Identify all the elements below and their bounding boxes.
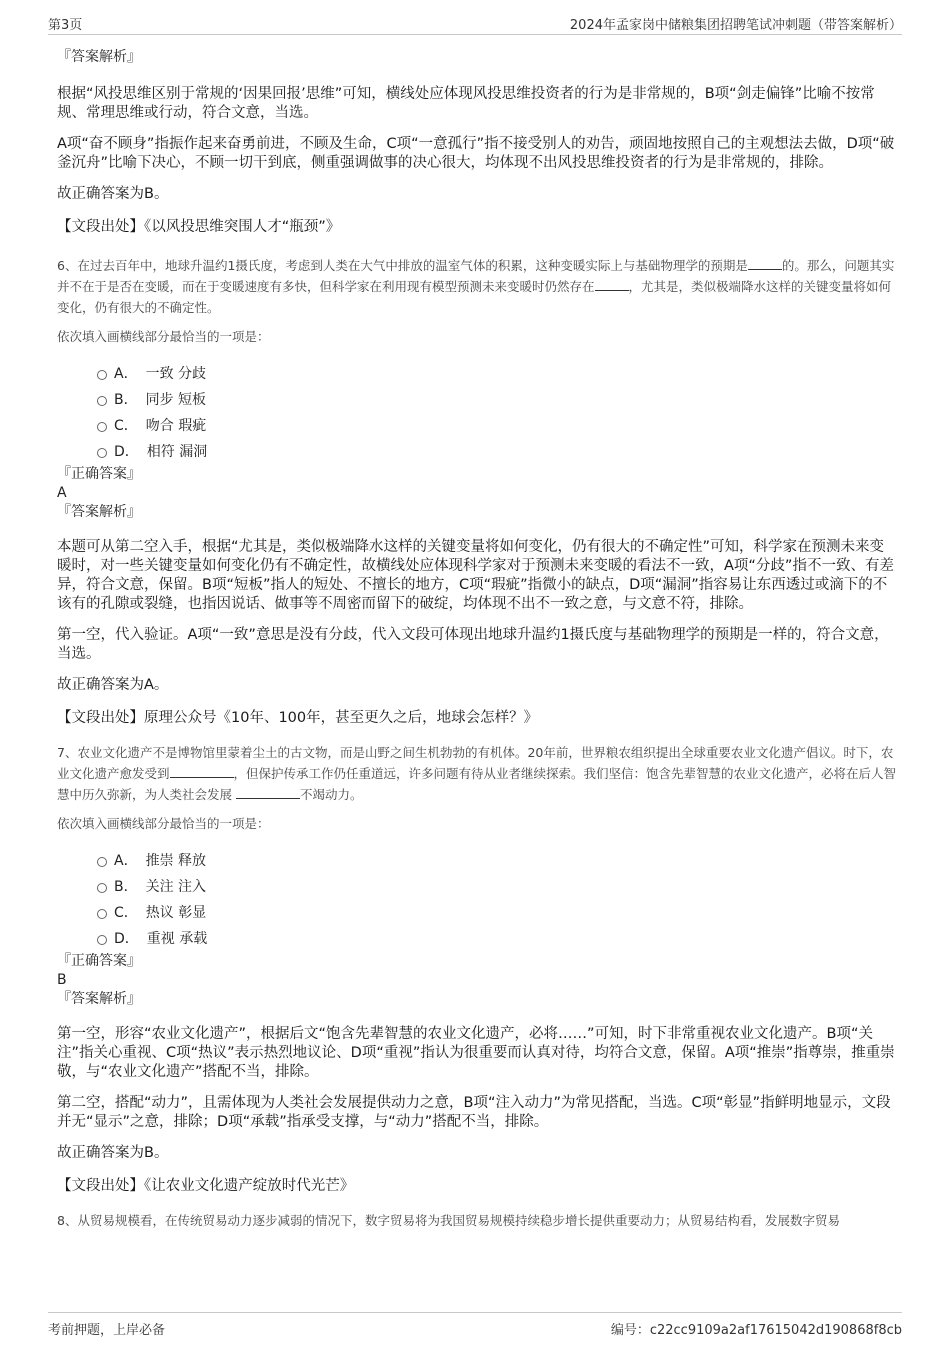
analysis-paragraph: A项“奋不顾身”指振作起来奋勇前进，不顾及生命，C项“一意孤行”指不接受别人的劝告，顽固地按照自己的主观想法去做，D项“破釜沉舟”比喻下决心，不顾一切干到底，侧重强调做事的决心很大，均体现不出风投思维投资者的行为是非常规的，排除。: [57, 136, 895, 171]
question-text: ，但保护传承工作仍任重道远，许多问题有待从业者继续探索。我们坚信：饱含先辈智慧的农业文化遗产，必将在后人智慧中历久弥新，为人类社会发展: [57, 766, 897, 802]
analysis-label: 『答案解析』: [57, 991, 141, 1007]
page-content: [57, 42, 897, 1231]
option-a[interactable]: A． 推崇 释放: [57, 848, 897, 874]
question-text: 7、农业文化遗产不是博物馆里蒙着尘土的古文物，而是山野之间生机勃勃的有机体。20年前，世界粮农组织提出全球重要农业文化遗产倡议。时下，农业文化遗产愈发受到: [57, 745, 894, 781]
document-title: 2024年孟家岗中储粮集团招聘笔试冲刺题（带答案解析）: [569, 18, 902, 33]
radio-icon[interactable]: [97, 396, 107, 406]
radio-icon[interactable]: [97, 422, 107, 432]
option-c[interactable]: C． 吻合 瑕疵: [57, 413, 897, 439]
question-text: ，尤其是，类似极端降水这样的关键变量将如何变化，仍有很大的不确定性。: [57, 279, 892, 315]
radio-icon[interactable]: [97, 935, 107, 945]
option-c[interactable]: C． 热议 彰显: [57, 900, 897, 926]
correct-answer: B: [57, 972, 67, 988]
question-stem: 8、从贸易规模看，在传统贸易动力逐步减弱的情况下，数字贸易将为我国贸易规模持续稳步增长提供重要动力；从贸易结构看，发展数字贸易: [57, 1213, 840, 1228]
options-list: [57, 848, 897, 952]
passage-source: 【文段出处】《让农业文化遗产绽放时代光芒》: [57, 1178, 355, 1194]
question-7: [57, 742, 897, 1196]
question-text: 6、在过去百年中，地球升温约1摄氏度，考虑到人类在大气中排放的温室气体的积累，这种变暖实际上与基础物理学的预期是: [57, 258, 748, 273]
radio-icon[interactable]: [97, 448, 107, 458]
passage-source: 【文段出处】《以风投思维突围人才“瓶颈”》: [57, 219, 341, 235]
analysis-paragraph: 第一空，代入验证。A项“一致”意思是没有分歧，代入文段可体现出地球升温约1摄氏度与基础物理学的预期是一样的，符合文意，当选。: [57, 627, 889, 662]
analysis-paragraph: 本题可从第二空入手，根据“尤其是，类似极端降水这样的关键变量将如何变化，仍有很大的不确定性”可知，科学家在预测未来变暖时，对一些关键变量如何变化仍有不确定性，故横线处应体现科学家对于预测未来变暖的看法不一致，A项“分歧”指不一致、有差异，符合文意，保留。B项“短板”指人的短处、不擅长的地方，C项“瑕疵”指微小的缺点，D项“漏洞”指容易让东西透过或滴下的不该有的孔隙或裂缝，也指因说话、做事等不周密而留下的破绽，均体现不出不一致之意，与文意不符，排除。: [57, 539, 894, 612]
option-a[interactable]: A． 一致 分歧: [57, 361, 897, 387]
fill-blank: [236, 784, 300, 799]
analysis-paragraph: 根据“风投思维区别于常规的‘因果回报’思维”可知，横线处应体现风投思维投资者的行为是非常规的，B项“剑走偏锋”比喻不按常规、常理思维或行动，符合文意，当选。: [57, 86, 875, 121]
question-prompt: 依次填入画横线部分最恰当的一项是：: [57, 816, 270, 831]
question-stem: [57, 255, 897, 318]
page-number: 第3页: [48, 18, 83, 33]
radio-icon[interactable]: [97, 857, 107, 867]
analysis-paragraph: 第二空，搭配“动力”，且需体现为人类社会发展提供动力之意，B项“注入动力”为常见搭配，当选。C项“彰显”指鲜明地显示，文段并无“显示”之意，排除；D项“承载”指承受支撑，与“动力”搭配不当，排除。: [57, 1095, 891, 1130]
answer-conclusion: 故正确答案为B。: [57, 1145, 169, 1161]
question-stem: [57, 742, 897, 805]
answer-label: 『正确答案』: [57, 466, 141, 482]
question-text: 不竭动力。: [300, 787, 363, 802]
correct-answer: A: [57, 485, 67, 501]
answer-conclusion: 故正确答案为A。: [57, 677, 169, 693]
analysis-label: 『答案解析』: [57, 504, 141, 520]
radio-icon[interactable]: [97, 883, 107, 893]
radio-icon[interactable]: [97, 370, 107, 380]
option-d[interactable]: D． 相符 漏洞: [57, 439, 897, 465]
option-b[interactable]: B． 关注 注入: [57, 874, 897, 900]
page-header: [48, 12, 902, 35]
question-prompt: 依次填入画横线部分最恰当的一项是：: [57, 329, 270, 344]
question-text: 的。那么，问题其实并不在于是否在变暖，而在于变暖速度有多快，但科学家在利用现有模型预测未来变暖时仍然存在: [57, 258, 895, 294]
analysis-label: 『答案解析』: [57, 49, 141, 65]
options-list: [57, 361, 897, 465]
option-d[interactable]: D． 重视 承载: [57, 926, 897, 952]
answer-label: 『正确答案』: [57, 953, 141, 969]
analysis-paragraph: 第一空，形容“农业文化遗产”，根据后文“饱含先辈智慧的农业文化遗产，必将……”可知，时下非常重视农业文化遗产。B项“关注”指关心重视、C项“热议”表示热烈地议论、D项“重视”指认为很重要而认真对待，均符合文意，保留。A项“推崇”指尊崇，推重崇敬，与“农业文化遗产”搭配不当，排除。: [57, 1026, 895, 1080]
question-6: [57, 255, 897, 728]
document-serial: 编号：c22cc9109a2af17615042d190868f8cb: [610, 1323, 902, 1338]
question-8: [57, 1210, 897, 1231]
fill-blank: [170, 763, 234, 778]
fill-blank: [748, 255, 782, 270]
footer-slogan: 考前押题，上岸必备: [48, 1323, 166, 1338]
passage-source: 【文段出处】原理公众号《10年、100年，甚至更久之后，地球会怎样？》: [57, 710, 539, 726]
fill-blank: [595, 276, 629, 291]
radio-icon[interactable]: [97, 909, 107, 919]
answer-conclusion: 故正确答案为B。: [57, 186, 169, 202]
question-5-analysis: [57, 48, 897, 237]
option-b[interactable]: B． 同步 短板: [57, 387, 897, 413]
page-footer: [48, 1312, 902, 1337]
